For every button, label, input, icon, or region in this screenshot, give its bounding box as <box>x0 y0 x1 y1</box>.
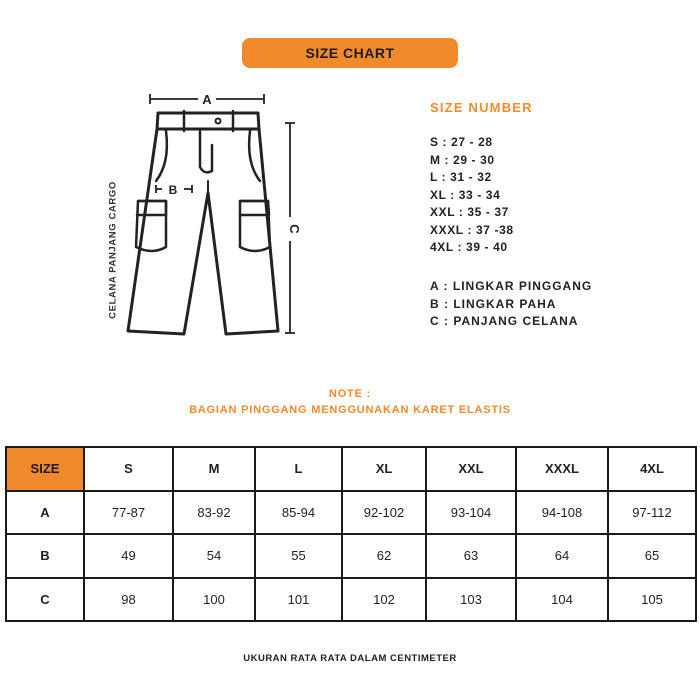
table-cell: 105 <box>608 578 696 622</box>
table-cell: 49 <box>84 534 173 578</box>
size-number-item: 4XL : 39 - 40 <box>430 240 508 254</box>
table-cell: 102 <box>342 578 426 622</box>
measurement-legend <box>430 278 592 331</box>
footer-note: UKURAN RATA RATA DALAM CENTIMETER <box>243 653 457 664</box>
size-chart-title: SIZE CHART <box>242 38 458 68</box>
table-row <box>6 578 696 622</box>
table-cell: 100 <box>173 578 255 622</box>
table-cell: 97-112 <box>608 491 696 535</box>
table-column-header: M <box>173 447 255 491</box>
table-corner-cell: SIZE <box>6 447 84 491</box>
table-header-row <box>6 447 696 491</box>
table-row <box>6 491 696 535</box>
table-cell: 64 <box>516 534 608 578</box>
table-cell: 93-104 <box>426 491 516 535</box>
table-cell: 85-94 <box>255 491 342 535</box>
size-number-heading: SIZE NUMBER <box>430 100 533 115</box>
note-label: NOTE : <box>328 388 372 400</box>
size-number-item: S : 27 - 28 <box>430 135 493 149</box>
legend-item-b: B : LINGKAR PAHA <box>430 296 557 311</box>
product-label: CELANA PANJANG CARGO <box>107 181 119 319</box>
legend-item-c: C : PANJANG CELANA <box>430 314 579 328</box>
cargo-pants-diagram <box>100 85 310 345</box>
table-column-header: XL <box>342 447 426 491</box>
table-row-label: B <box>6 534 84 578</box>
table-cell: 77-87 <box>84 491 173 535</box>
dimension-b-label: B <box>168 183 178 197</box>
size-number-item: L : 31 - 32 <box>430 170 492 184</box>
table-row <box>6 534 696 578</box>
table-cell: 54 <box>173 534 255 578</box>
table-cell: 101 <box>255 578 342 622</box>
table-cell: 63 <box>426 534 516 578</box>
table-cell: 98 <box>84 578 173 622</box>
size-table <box>5 446 697 622</box>
table-column-header: S <box>84 447 173 491</box>
legend-item-a: A : LINGKAR PINGGANG <box>430 279 593 293</box>
table-cell: 104 <box>516 578 608 622</box>
table-column-header: XXL <box>426 447 516 491</box>
table-cell: 103 <box>426 578 516 622</box>
table-cell: 62 <box>342 534 426 578</box>
pants-outline <box>128 111 278 334</box>
table-row-label: C <box>6 578 84 622</box>
size-number-item: M : 29 - 30 <box>430 152 495 167</box>
size-number-item: XXXL : 37 -38 <box>430 222 514 237</box>
table-cell: 83-92 <box>173 491 255 535</box>
dimension-c-label: C <box>287 224 302 234</box>
size-number-item: XL : 33 - 34 <box>430 187 501 202</box>
note-text: BAGIAN PINGGANG MENGGUNAKAN KARET ELASTIS <box>189 404 511 416</box>
table-cell: 94-108 <box>516 491 608 535</box>
table-column-header: L <box>255 447 342 491</box>
table-column-header: 4XL <box>608 447 696 491</box>
dimension-a-label: A <box>202 92 212 107</box>
size-number-list <box>430 134 514 257</box>
table-row-label: A <box>6 491 84 535</box>
table-cell: 92-102 <box>342 491 426 535</box>
table-cell: 55 <box>255 534 342 578</box>
size-number-item: XXL : 35 - 37 <box>430 205 509 219</box>
table-column-header: XXXL <box>516 447 608 491</box>
table-cell: 65 <box>608 534 696 578</box>
